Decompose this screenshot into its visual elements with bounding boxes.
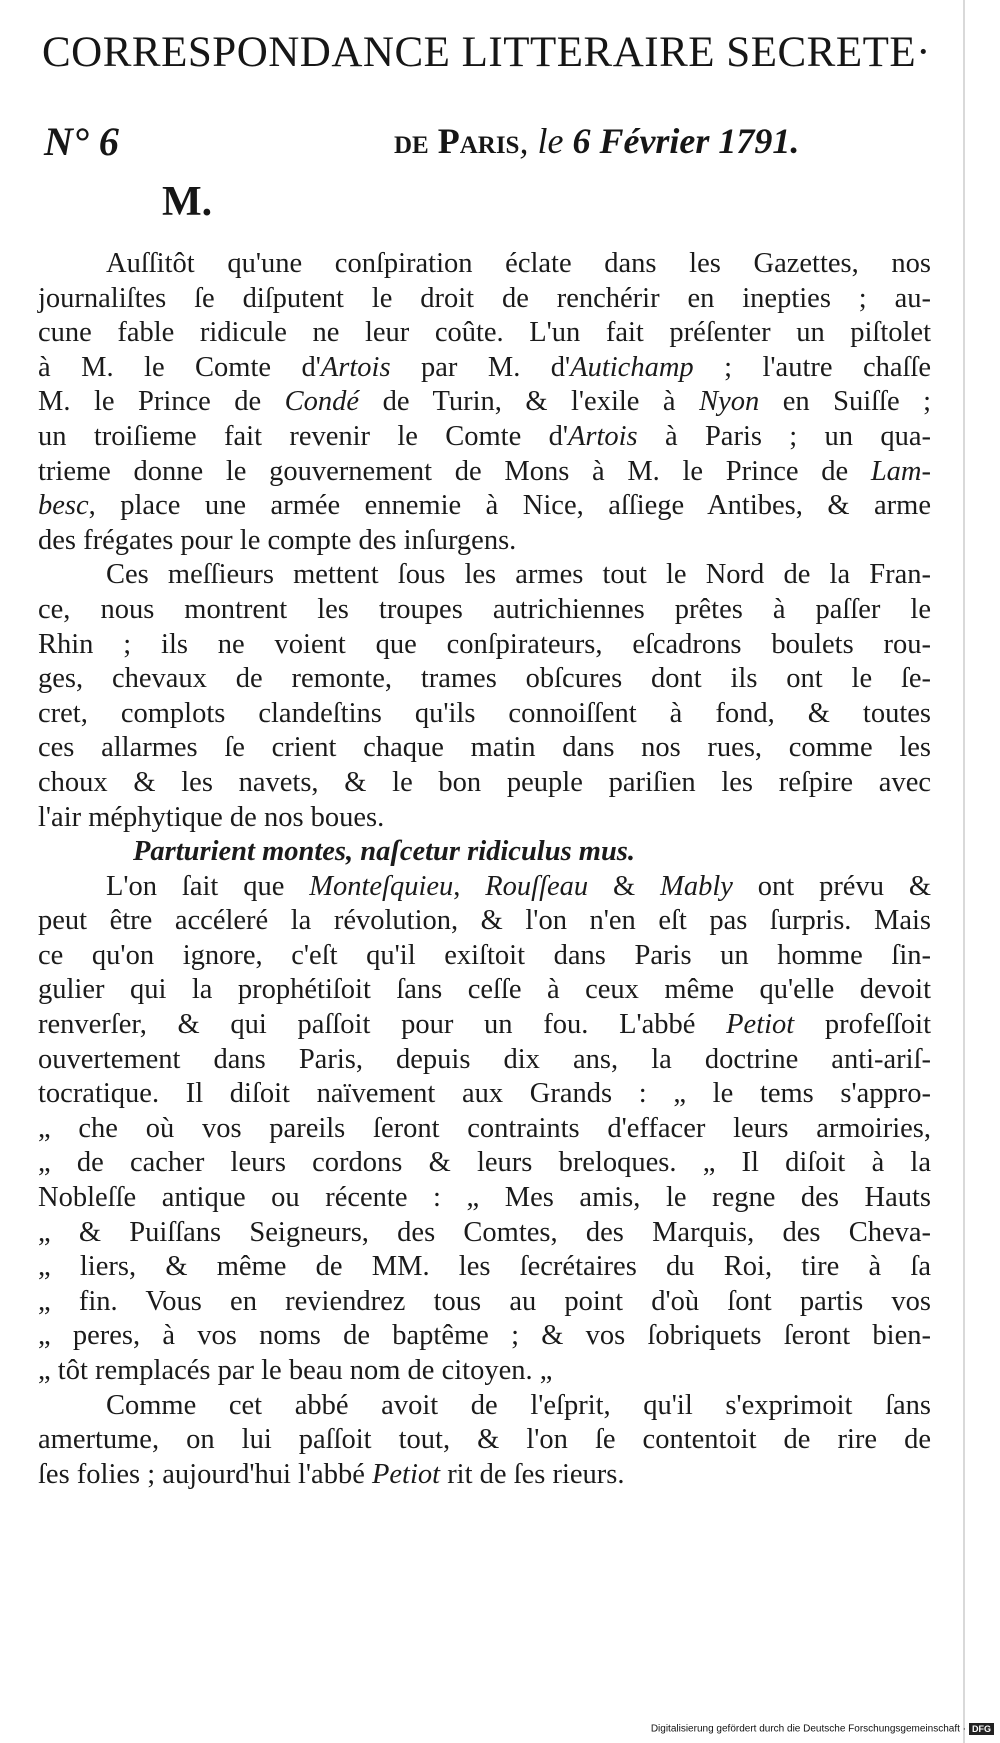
italic-text: Petiot <box>371 1458 441 1490</box>
text-line <box>38 1423 931 1458</box>
dfg-logo: DFG <box>969 1723 994 1735</box>
newsletter-title: CORRESPONDANCE LITTERAIRE SECRETE· <box>42 29 931 76</box>
credit-text: Digitalisierung gefördert durch die Deutsche Forschungsgemeinschaft · <box>650 1723 966 1735</box>
text-run: de Turin, & l'exile à <box>359 386 700 418</box>
text-run: à M. le Comte d' <box>38 351 321 383</box>
italic-text: Mably <box>660 870 733 902</box>
text-run: gulier qui la prophétiſoit ſans ceſſe à ceux même qu'elle devoit <box>38 974 931 1006</box>
text-line <box>38 731 931 766</box>
dateline <box>394 120 799 162</box>
text-run: renverſer, & qui paſſoit pour un fou. L'abbé <box>38 1009 727 1041</box>
digitization-credit <box>651 1723 994 1735</box>
text-run: par M. d' <box>390 351 571 383</box>
italic-text: Nyon <box>699 386 760 418</box>
text-line <box>38 1354 931 1389</box>
text-run: Comme cet abbé avoit de l'eſprit, qu'il s'exprimoit ſans <box>106 1389 931 1421</box>
text-run: rit de ſes rieurs. <box>440 1458 625 1490</box>
text-run: „ peres, à vos noms de baptême ; & vos ſobriquets ſeront bien- <box>38 1320 931 1352</box>
text-run: , place une armée ennemie à Nice, aſſiege Antibes, & arme <box>88 490 931 522</box>
text-run: „ fin. Vous en reviendrez tous au point d'où ſont partis vos <box>38 1285 931 1317</box>
italic-text: Petiot <box>726 1009 795 1041</box>
text-run: ; l'autre chaſſe <box>693 351 931 383</box>
text-line <box>38 524 931 559</box>
text-run: un troiſieme fait revenir le Comte d' <box>38 420 568 452</box>
italic-text: besc <box>38 490 89 522</box>
text-run: & <box>588 870 661 902</box>
italic-text: Rouſſeau <box>485 870 589 902</box>
article-body <box>38 247 931 1492</box>
italic-text: Autichamp <box>570 351 694 383</box>
text-line <box>38 939 931 974</box>
text-run: , <box>453 870 486 902</box>
text-run: tocratique. Il diſoit naïvement aux Grands : „ le tems s'appro- <box>38 1078 931 1110</box>
text-line <box>38 1285 931 1320</box>
text-run: ces allarmes ſe crient chaque matin dans nos rues, comme les <box>38 732 931 764</box>
text-run: „ liers, & même de MM. les ſecrétaires du Roi, tire à ſa <box>38 1251 931 1283</box>
text-line <box>38 904 931 939</box>
text-line <box>38 628 931 663</box>
text-run: amertume, on lui paſſoit tout, & l'on ſe contentoit de rire de <box>38 1424 931 1456</box>
text-line <box>38 697 931 732</box>
text-line <box>38 420 931 455</box>
text-line <box>38 870 931 905</box>
text-run: L'on ſait que <box>106 870 310 902</box>
italic-text: Lam- <box>870 455 931 487</box>
text-run: ce qu'on ignore, c'eſt qu'il exiſtoit dans Paris un homme ſin- <box>38 939 931 971</box>
text-run: peut être accéleré la révolution, & l'on n'en eſt pas ſurpris. Mais <box>38 905 931 937</box>
italic-text: Monteſquieu <box>309 870 454 902</box>
text-run: en Suiſſe ; <box>759 386 931 418</box>
text-run: des frégates pour le compte des inſurgens. <box>38 524 517 556</box>
text-run: Rhin ; ils ne voient que conſpirateurs, eſcadrons boulets rou- <box>38 628 931 660</box>
text-line <box>38 1181 931 1216</box>
text-line <box>38 1043 931 1078</box>
text-line <box>38 316 931 351</box>
italic-text: Artois <box>320 351 391 383</box>
dateline-place: de Paris <box>394 121 520 161</box>
italic-text: Condé <box>284 386 360 418</box>
text-line <box>38 351 931 386</box>
text-line <box>38 489 931 524</box>
italic-text: Artois <box>567 420 638 452</box>
text-line <box>38 385 931 420</box>
text-run: M. le Prince de <box>38 386 285 418</box>
text-run: ouvertement dans Paris, depuis dix ans, la doctrine anti-ariſ- <box>38 1043 931 1075</box>
text-run: Auſſitôt qu'une conſpiration éclate dans les Gazettes, nos <box>106 248 931 279</box>
text-line <box>38 835 931 870</box>
text-run: „ de cacher leurs cordons & leurs breloques. „ Il diſoit à la <box>38 1147 931 1179</box>
text-line <box>38 455 931 490</box>
text-run: Ces meſſieurs mettent ſous les armes tout le Nord de la Fran- <box>106 559 931 591</box>
text-run: l'air méphytique de nos boues. <box>38 801 385 833</box>
text-line <box>38 801 931 836</box>
text-run: trieme donne le gouvernement de Mons à M. le Prince de <box>38 455 871 487</box>
text-run: „ tôt remplacés par le beau nom de citoyen. „ <box>38 1355 553 1386</box>
text-line <box>38 247 931 282</box>
text-line <box>38 1216 931 1251</box>
text-line <box>38 1112 931 1147</box>
text-run: „ che où vos pareils ſeront contraints d'effacer leurs armoiries, <box>38 1112 931 1144</box>
text-line <box>38 973 931 1008</box>
text-line <box>38 1389 931 1424</box>
text-line <box>38 1319 931 1354</box>
text-line <box>38 282 931 317</box>
text-run: choux & les navets, & le bon peuple pariſien les reſpire avec <box>38 766 931 798</box>
text-run: à Paris ; un qua- <box>637 420 931 452</box>
text-line <box>38 1077 931 1112</box>
text-run: ont prévu & <box>732 870 931 902</box>
text-line <box>38 593 931 628</box>
dateline-date: 6 Février 1791. <box>572 121 800 161</box>
text-run: „ & Puiſſans Seigneurs, des Comtes, des Marquis, des Cheva- <box>38 1216 931 1248</box>
text-run: ce, nous montrent les troupes autrichiennes prêtes à paſſer le <box>38 593 931 625</box>
text-line <box>38 1008 931 1043</box>
text-line <box>38 662 931 697</box>
italic-text: Parturient montes, naſcetur ridiculus mus. <box>133 836 636 868</box>
issue-line <box>42 118 922 170</box>
text-run: journaliſtes ſe diſputent le droit de renchérir en inepties ; au- <box>38 282 931 314</box>
salutation: M. <box>162 179 213 225</box>
text-run: ſes folies ; aujourd'hui l'abbé <box>38 1458 372 1490</box>
text-line <box>38 766 931 801</box>
text-line <box>38 1458 931 1493</box>
text-run: ges, chevaux de remonte, trames obſcures dont ils ont le ſe- <box>38 663 931 695</box>
text-run: Nobleſſe antique ou récente : „ Mes amis, le regne des Hauts <box>38 1182 931 1214</box>
issue-number: N° 6 <box>44 119 119 164</box>
dateline-prefix: , le <box>519 121 564 161</box>
text-line <box>38 1146 931 1181</box>
text-run: profeſſoit <box>794 1009 931 1041</box>
text-run: cret, complots clandeſtins qu'ils connoiſſent à fond, & toutes <box>38 697 931 729</box>
text-line <box>38 1250 931 1285</box>
text-run: cune fable ridicule ne leur coûte. L'un fait préſenter un piſtolet <box>38 317 931 349</box>
text-line <box>38 558 931 593</box>
